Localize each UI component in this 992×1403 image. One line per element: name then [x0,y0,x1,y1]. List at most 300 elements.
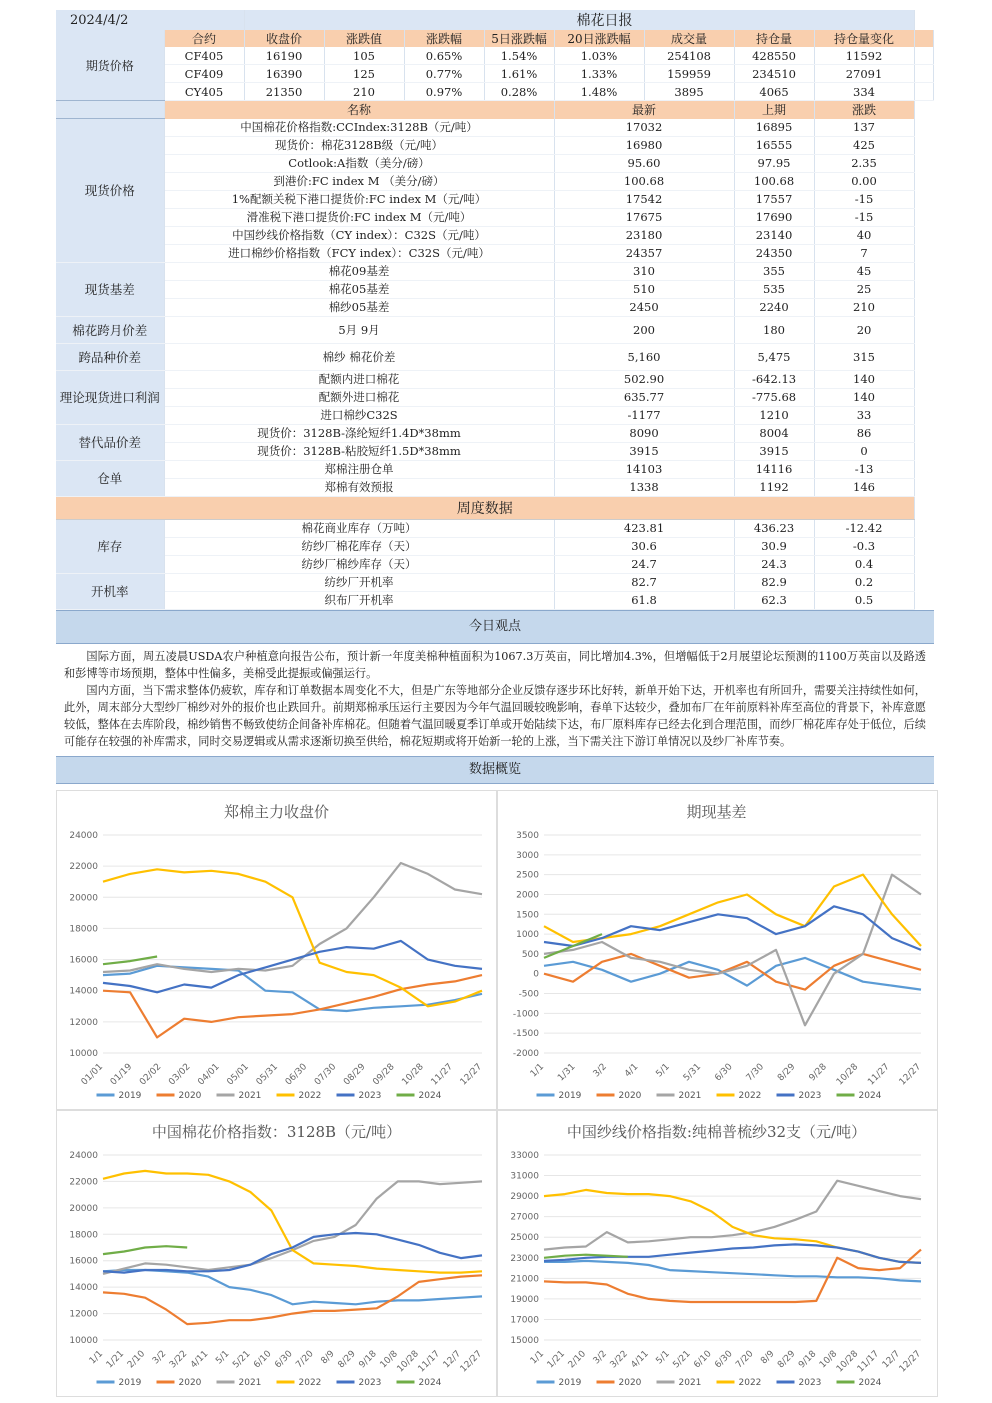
table-row [56,190,934,208]
futures-cell: 125 [324,65,404,83]
row-latest: 2450 [554,298,734,316]
row-name: 中国棉花价格指数:CCIndex:3128B（元/吨） [164,119,554,137]
x-tick-label: 7/20 [294,1349,316,1371]
futures-header: 收盘价 [244,30,324,47]
weekly-change: -0.3 [814,537,914,555]
row-prev: 2240 [734,298,814,316]
chart-title: 中国纱线价格指数:纯棉普梳纱32支（元/吨） [566,1123,867,1141]
spot-col-change: 涨跌 [814,101,914,119]
x-tick-label: 05/31 [254,1062,281,1088]
row-change: -13 [814,460,914,478]
weekly-latest: 61.8 [554,591,734,609]
y-tick-label: 1500 [516,910,539,921]
weekly-change: 0.4 [814,555,914,573]
legend-label: 2020 [618,1091,642,1101]
row-change: 33 [814,406,914,424]
row-name: 中国纱线价格指数（CY index）：C32S（元/吨） [164,226,554,244]
spot-col-latest: 最新 [554,101,734,119]
series-line-2024 [103,1246,187,1254]
futures-cell: 1.03% [554,47,644,65]
view-text [56,644,934,756]
row-name: 到港价:FC index M （美分/磅） [164,172,554,190]
x-tick-label: 6/10 [692,1349,714,1371]
futures-cell: CF405 [164,47,244,65]
table-row [56,154,934,172]
row-latest: 1338 [554,478,734,496]
row-latest: 100.68 [554,172,734,190]
legend-label: 2024 [858,1091,882,1101]
futures-header: 涨跌值 [324,30,404,47]
futures-cell: 254108 [644,47,734,65]
table-row [56,83,934,101]
x-tick-label: 3/22 [167,1349,190,1371]
weekly-prev: 436.23 [734,519,814,537]
chart-title: 中国棉花价格指数：3128B（元/吨） [151,1123,402,1141]
row-prev: 97.95 [734,154,814,172]
row-prev: 17690 [734,208,814,226]
spread-latest: 200 [554,316,734,343]
x-tick-label: 3/2 [591,1349,609,1367]
report-table [56,10,934,610]
spacer-cell [914,65,933,83]
y-tick-label: 14000 [69,986,98,997]
cross-prev: 5,475 [734,343,814,370]
legend-label: 2020 [178,1091,202,1101]
row-name: 郑棉注册仓单 [164,460,554,478]
futures-cell: 0.65% [404,47,484,65]
weekly-prev: 24.3 [734,555,814,573]
row-prev: 355 [734,262,814,280]
row-latest: 24357 [554,244,734,262]
futures-cell: 1.54% [484,47,554,65]
y-tick-label: 27000 [510,1212,539,1223]
y-tick-label: 500 [521,949,539,960]
table-row [56,424,934,442]
futures-cell: 1.48% [554,83,644,101]
row-name: Cotlook:A指数（美分/磅） [164,154,554,172]
futures-cell: 16190 [244,47,324,65]
series-line-2023 [103,1233,482,1273]
weekly-name: 纺纱厂棉纱库存（天） [164,555,554,573]
y-tick-label: 24000 [69,831,98,841]
x-tick-label: 10/28 [400,1062,426,1088]
legend-label: 2024 [418,1378,442,1388]
y-tick-label: 23000 [510,1253,539,1264]
row-name: 棉花05基差 [164,280,554,298]
row-name: 进口棉纱价格指数（FCY index）：C32S（元/吨） [164,244,554,262]
x-tick-label: 6/30 [713,1349,735,1371]
row-prev: 100.68 [734,172,814,190]
futures-header: 20日涨跌幅 [554,30,644,47]
table-row [56,406,934,424]
x-tick-label: 11/27 [429,1062,455,1088]
row-change: 140 [814,388,914,406]
spacer-cell [914,30,933,47]
legend-label: 2022 [298,1091,322,1101]
x-tick-label: 10/28 [834,1062,861,1088]
row-latest: -1177 [554,406,734,424]
cross-latest: 5,160 [554,343,734,370]
row-change: 0 [814,442,914,460]
x-tick-label: 9/18 [797,1349,819,1371]
y-tick-label: 18000 [69,924,98,935]
view-title: 今日观点 [56,610,934,644]
series-line-2023 [544,1244,921,1263]
y-tick-label: 2500 [516,870,539,881]
legend-label: 2021 [238,1091,262,1101]
legend-label: 2022 [298,1378,322,1388]
table-row [56,101,934,119]
spread-change: 20 [814,316,914,343]
row-change: 0.00 [814,172,914,190]
row-prev: 14116 [734,460,814,478]
row-name: 棉花09基差 [164,262,554,280]
x-tick-label: 01/19 [108,1062,135,1088]
futures-cell: CY405 [164,83,244,101]
row-latest: 14103 [554,460,734,478]
y-tick-label: -500 [518,989,539,1000]
weekly-latest: 423.81 [554,519,734,537]
legend-label: 2021 [238,1378,262,1388]
row-latest: 17542 [554,190,734,208]
weekly-prev: 62.3 [734,591,814,609]
series-line-2021 [103,1181,482,1274]
legend-label: 2021 [678,1091,702,1101]
row-change: 25 [814,280,914,298]
row-change: 137 [814,119,914,137]
x-tick-label: 8/29 [336,1349,358,1371]
weekly-name: 纺纱厂开机率 [164,573,554,591]
weekly-prev: 82.9 [734,573,814,591]
table-row [56,537,934,555]
y-tick-label: 33000 [510,1151,539,1161]
chart-title: 郑棉主力收盘价 [223,803,330,821]
x-tick-label: 8/9 [319,1349,337,1367]
legend-label: 2019 [558,1091,582,1101]
legend-label: 2023 [358,1378,382,1388]
y-tick-label: -1500 [512,1029,539,1040]
x-tick-label: 7/20 [734,1349,756,1371]
category-spread: 棉花跨月价差 [56,316,164,343]
legend-label: 2023 [798,1091,822,1101]
report-date: 2024/4/2 [56,10,244,30]
row-name: 现货价：3128B-粘胶短纤1.5D*38mm [164,442,554,460]
chart-basis [497,790,938,1110]
futures-header: 持仓量变化 [814,30,914,47]
y-tick-label: 20000 [69,893,98,904]
table-row [56,47,934,65]
row-name: 棉纱05基差 [164,298,554,316]
row-latest: 510 [554,280,734,298]
row-name: 配额外进口棉花 [164,388,554,406]
y-tick-label: 1000 [516,930,539,941]
x-tick-label: 6/30 [713,1062,735,1084]
row-prev: 3915 [734,442,814,460]
chart-futures-close-svg [57,791,496,1109]
x-tick-label: 6/10 [252,1349,274,1371]
row-name: 现货价：3128B-涤纶短纤1.4D*38mm [164,424,554,442]
x-tick-label: 11/17 [416,1349,443,1375]
futures-header: 成交量 [644,30,734,47]
weekly-name: 棉花商业库存（万吨） [164,519,554,537]
series-line-2021 [103,863,482,972]
table-row [56,280,934,298]
row-latest: 310 [554,262,734,280]
y-tick-label: 16000 [69,955,98,966]
spacer-cell [914,83,933,101]
table-row [56,262,934,280]
table-row [56,30,934,47]
table-row [56,65,934,83]
weekly-name: 织布厂开机率 [164,591,554,609]
table-row [56,119,934,137]
chart-basis-svg [498,791,935,1109]
futures-cell: 1.61% [484,65,554,83]
x-tick-label: 3/2 [591,1062,609,1080]
table-row [56,460,934,478]
category-import-profit: 理论现货进口利润 [56,370,164,424]
y-tick-label: 17000 [510,1315,539,1326]
row-prev: 16895 [734,119,814,137]
y-tick-label: 18000 [69,1230,98,1241]
spread-prev: 180 [734,316,814,343]
row-prev: 1210 [734,406,814,424]
legend-label: 2024 [858,1378,882,1388]
x-tick-label: 5/21 [231,1349,253,1371]
y-tick-label: 16000 [69,1256,98,1267]
row-change: 7 [814,244,914,262]
futures-cell: CF409 [164,65,244,83]
weekly-change: 0.2 [814,573,914,591]
x-tick-label: 12/27 [897,1062,924,1088]
chart-title: 期现基差 [686,803,747,821]
x-tick-label: 2/10 [125,1349,148,1371]
x-tick-label: 02/02 [138,1062,164,1088]
futures-header: 合约 [164,30,244,47]
table-row [56,573,934,591]
table-row [56,10,934,30]
chart-yarn-index [497,1110,938,1397]
futures-cell: 1.33% [554,65,644,83]
x-tick-label: 7/30 [744,1062,767,1084]
x-tick-label: 8/29 [776,1062,798,1084]
view-paragraph-1: 国际方面，周五凌晨USDA农户种植意向报告公布，预计新一年度美棉种植面积为1067.3万英亩，同比增加4.3%，但增幅低于2月展望论坛预测的1100万英亩以及路透和彭博等市场预期，整体中性偏多，美棉受此提振或偏强运行。 [64,649,926,680]
row-name: 郑棉有效预报 [164,478,554,496]
row-name: 1%配额关税下港口提货价:FC index M（元/吨） [164,190,554,208]
table-row [56,226,934,244]
futures-header: 持仓量 [734,30,814,47]
futures-cell: 16390 [244,65,324,83]
legend-label: 2020 [618,1378,642,1388]
daily-report [56,10,934,784]
futures-cell: 105 [324,47,404,65]
weekly-title: 周度数据 [56,496,914,519]
x-tick-label: 10/8 [817,1349,840,1371]
x-tick-label: 3/2 [150,1349,169,1367]
spacer-cell [914,47,933,65]
row-prev: 535 [734,280,814,298]
x-tick-label: 1/1 [528,1062,547,1080]
x-tick-label: 4/1 [623,1062,641,1080]
y-tick-label: 0 [533,969,539,980]
chart-futures-close [56,790,497,1110]
row-change: 2.35 [814,154,914,172]
row-prev: 8004 [734,424,814,442]
table-row [56,244,934,262]
legend-label: 2020 [178,1378,202,1388]
x-tick-label: 11/27 [866,1062,892,1088]
x-tick-label: 10/28 [395,1349,421,1375]
category-spot-basis: 现货基差 [56,262,164,316]
y-tick-label: -2000 [512,1049,539,1059]
row-change: -15 [814,208,914,226]
legend-label: 2021 [678,1378,702,1388]
legend-label: 2023 [358,1091,382,1101]
x-tick-label: 03/02 [167,1062,193,1088]
futures-cell: 210 [324,83,404,101]
futures-cell: 234510 [734,65,814,83]
x-tick-label: 12/7 [880,1349,903,1371]
row-change: 210 [814,298,914,316]
x-tick-label: 10/28 [834,1349,861,1375]
x-tick-label: 1/1 [528,1349,547,1367]
row-change: 40 [814,226,914,244]
futures-header: 涨跌幅 [404,30,484,47]
x-tick-label: 08/29 [342,1062,368,1088]
weekly-prev: 30.9 [734,537,814,555]
table-row [56,478,934,496]
y-tick-label: 22000 [69,1177,98,1188]
chart-cotton-index [56,1110,497,1397]
futures-cell: 159959 [644,65,734,83]
spread-name: 5月 9月 [164,316,554,343]
x-tick-label: 1/21 [545,1349,568,1371]
x-tick-label: 3/22 [608,1349,630,1371]
legend-label: 2019 [558,1378,582,1388]
series-line-2022 [103,1171,482,1273]
x-tick-label: 1/31 [556,1062,578,1084]
table-row [56,343,934,370]
category-blank [56,101,164,119]
cross-name: 棉纱 棉花价差 [164,343,554,370]
y-tick-label: 22000 [69,862,98,873]
table-row [56,370,934,388]
legend-label: 2019 [118,1378,142,1388]
x-tick-label: 4/11 [189,1349,211,1371]
row-latest: 16980 [554,136,734,154]
weekly-name: 纺纱厂棉花库存（天） [164,537,554,555]
row-change: 86 [814,424,914,442]
x-tick-label: 05/01 [225,1062,251,1088]
row-prev: 1192 [734,478,814,496]
y-tick-label: 2000 [516,890,539,901]
x-tick-label: 12/7 [441,1349,464,1371]
x-tick-label: 5/1 [214,1349,232,1367]
series-line-2020 [103,975,482,1037]
row-change: 140 [814,370,914,388]
table-row [56,172,934,190]
legend-label: 2022 [738,1378,762,1388]
futures-cell: 0.97% [404,83,484,101]
futures-cell: 334 [814,83,914,101]
x-tick-label: 5/1 [654,1062,672,1080]
row-latest: 635.77 [554,388,734,406]
x-tick-label: 01/01 [79,1062,106,1088]
futures-cell: 27091 [814,65,914,83]
x-tick-label: 4/11 [629,1349,651,1371]
category-spot-price: 现货价格 [56,119,164,263]
row-prev: 24350 [734,244,814,262]
y-tick-label: 21000 [510,1274,539,1285]
row-latest: 3915 [554,442,734,460]
table-row [56,591,934,609]
overview-title: 数据概览 [56,756,934,784]
category-futures: 期货价格 [56,30,164,101]
chart-yarn-index-svg [498,1111,935,1396]
y-tick-label: 24000 [69,1151,98,1161]
y-tick-label: 3500 [516,831,539,841]
x-tick-label: 9/18 [357,1349,379,1371]
spot-col-prev: 上期 [734,101,814,119]
table-row [56,388,934,406]
row-latest: 17675 [554,208,734,226]
weekly-latest: 82.7 [554,573,734,591]
futures-header: 5日涨跌幅 [484,30,554,47]
y-tick-label: 3000 [516,850,539,861]
report-title: 棉花日报 [244,10,914,30]
x-tick-label: 9/28 [807,1062,829,1084]
y-tick-label: 20000 [69,1203,98,1214]
x-tick-label: 1/21 [104,1349,127,1371]
row-prev: -775.68 [734,388,814,406]
series-line-2020 [544,954,921,990]
row-latest: 95.60 [554,154,734,172]
category-cross: 跨品种价差 [56,343,164,370]
view-paragraph-2: 国内方面，当下需求整体仍疲软，库存和订单数据本周变化不大，但是广东等地部分企业反馈存逐步环比好转，新单开始下达，开机率也有所回升，需要关注持续性如何，此外，周末部分大型纱厂棉纱对外的报价也止跌回升。前期郑棉承压运行主要因为今年气温回暖较晚影响，春单下达较少，叠加布厂在年前原料补库至高位的背景下，补库意愿较低，整体在去库阶段，棉纱销售不畅致使纺企间备补库棉花。但随着气温回暖夏季订单或开始陆续下达，布厂原料库存已经去化到合理范围，而纱厂棉花库存处于低位，后续可能存在较强的补库需求，同时交易逻辑或从需求逐渐切换至供给，棉花短期或将开始新一轮的上涨，当下需关注下游订单情况以及纱厂补库节奏。 [64,683,926,748]
legend-label: 2019 [118,1091,142,1101]
futures-cell: 0.77% [404,65,484,83]
row-prev: 17557 [734,190,814,208]
weekly-change: 0.5 [814,591,914,609]
futures-cell: 11592 [814,47,914,65]
x-tick-label: 09/28 [371,1062,397,1088]
x-tick-label: 2/10 [566,1349,589,1371]
series-line-2021 [544,875,921,1026]
y-tick-label: 31000 [510,1171,539,1182]
futures-cell: 4065 [734,83,814,101]
x-tick-label: 06/30 [283,1062,310,1088]
x-tick-label: 07/30 [312,1062,339,1088]
row-latest: 502.90 [554,370,734,388]
table-row [56,316,934,343]
futures-cell: 428550 [734,47,814,65]
y-tick-label: 14000 [69,1283,98,1294]
weekly-latest: 24.7 [554,555,734,573]
x-tick-label: 1/1 [87,1349,106,1367]
row-name: 进口棉纱C32S [164,406,554,424]
legend-label: 2024 [418,1091,442,1101]
weekly-latest: 30.6 [554,537,734,555]
row-latest: 23180 [554,226,734,244]
x-tick-label: 6/30 [273,1349,295,1371]
x-tick-label: 12/27 [458,1062,485,1088]
x-tick-label: 12/27 [897,1349,924,1375]
table-row [56,208,934,226]
weekly-change: -12.42 [814,519,914,537]
x-tick-label: 8/9 [759,1349,777,1367]
x-tick-label: 11/17 [855,1349,882,1375]
category-operating-rate: 开机率 [56,573,164,609]
